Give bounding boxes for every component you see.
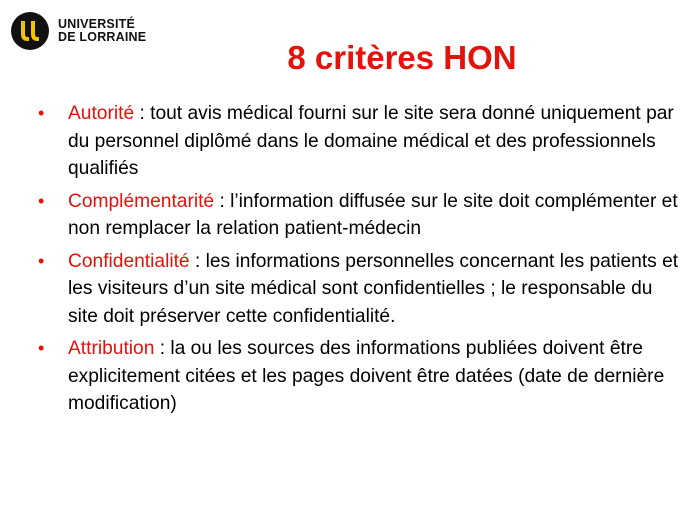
bullet-icon: •	[38, 338, 45, 358]
bullet-icon: •	[38, 190, 45, 211]
university-name-line1: UNIVERSITÉ	[58, 17, 136, 31]
criterion-item	[30, 100, 680, 183]
criterion-item	[30, 248, 680, 331]
criterion-description: : tout avis médical fourni sur le site sera donné uniquement par du personnel diplômé dans le domaine médical et des professionnels qualifiés	[68, 103, 674, 179]
criterion-description: : l’information diffusée sur le site doit complémenter et non remplacer la relation patient-médecin	[68, 190, 678, 239]
criterion-term: Confidentialité	[68, 250, 190, 272]
bullet-icon: •	[38, 250, 45, 271]
criterion-description: : les informations personnelles concernant les patients et les visiteurs d’un site médical sont confidentielles ; le responsable du site doit préserver cette confidentialité.	[68, 250, 679, 327]
criterion-term: Autorité	[68, 103, 135, 124]
criterion-item	[30, 335, 680, 418]
university-name-line2: DE LORRAINE	[58, 30, 147, 44]
criterion-term: Attribution	[68, 338, 155, 359]
criteria-list	[30, 100, 680, 423]
criterion-description: : la ou les sources des informations publiées doivent être explicitement citées et les pages doivent être datées (date de dernière modification)	[68, 338, 665, 414]
slide-title: 8 critères HON	[287, 39, 517, 76]
criterion-item	[30, 188, 680, 243]
bullet-icon: •	[38, 103, 45, 123]
criterion-term: Complémentarité	[68, 190, 215, 212]
